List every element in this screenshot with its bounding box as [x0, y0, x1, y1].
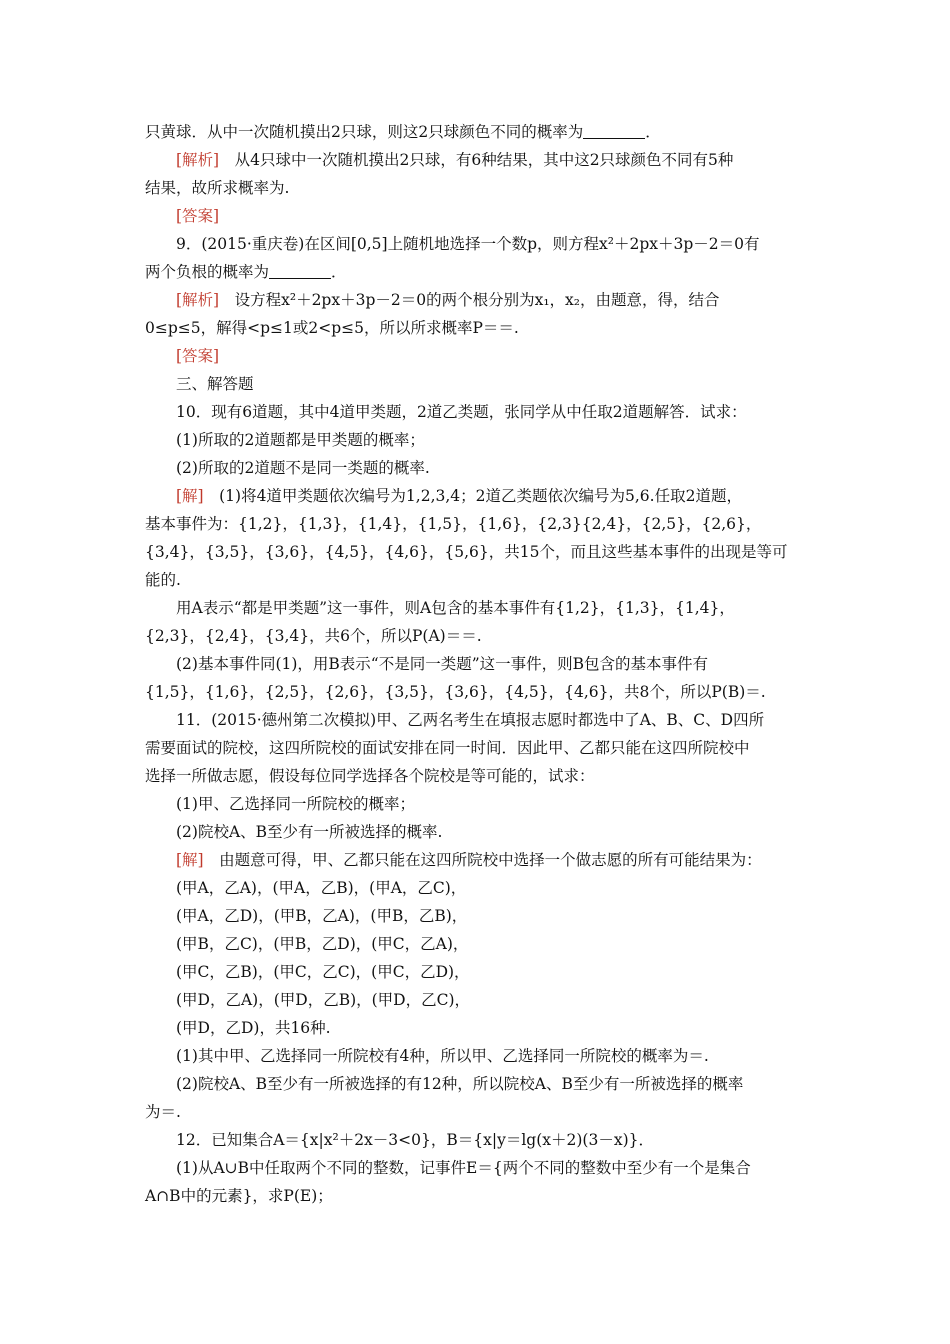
document-page	[145, 118, 813, 1210]
text-line	[145, 790, 813, 818]
text-segment: A∩B中的元素}，求P(E)；	[145, 1187, 333, 1205]
text-line	[145, 370, 813, 398]
text-line	[145, 1042, 813, 1070]
text-line	[145, 594, 813, 622]
text-line	[145, 230, 813, 258]
text-segment: (1)从A∪B中任取两个不同的整数，记事件E＝{两个不同的整数中至少有一个是集合	[176, 1159, 751, 1177]
text-segment: (甲D，乙A)，(甲D，乙B)，(甲D，乙C)，	[176, 991, 471, 1009]
text-line	[145, 566, 813, 594]
text-line	[145, 146, 813, 174]
text-line	[145, 510, 813, 538]
text-segment: 11．(2015·德州第二次模拟)甲、乙两名考生在填报志愿时都选中了A、B、C、D四所	[176, 711, 765, 729]
text-line	[145, 902, 813, 930]
text-segment: 选择一所做志愿，假设每位同学选择各个院校是等可能的，试求：	[145, 767, 595, 785]
text-segment: 为＝.	[145, 1103, 181, 1121]
text-line	[145, 174, 813, 202]
section-tag: [解析]	[176, 151, 220, 169]
text-line	[145, 118, 813, 146]
text-line	[145, 734, 813, 762]
text-line	[145, 846, 813, 874]
text-line	[145, 678, 813, 706]
text-line	[145, 202, 813, 230]
text-segment: (甲A，乙A)，(甲A，乙B)，(甲A，乙C)，	[176, 879, 467, 897]
text-segment: (1)将4道甲类题依次编号为1,2,3,4；2道乙类题依次编号为5,6.任取2道题，	[203, 487, 742, 505]
text-line	[145, 874, 813, 902]
text-line	[145, 622, 813, 650]
text-segment: 需要面试的院校，这四所院校的面试安排在同一时间．因此甲、乙都只能在这四所院校中	[145, 739, 750, 757]
text-segment: ．	[645, 123, 661, 141]
text-segment: (2)基本事件同(1)，用B表示“不是同一类题”这一事件，则B包含的基本事件有	[176, 655, 709, 673]
section-tag: [答案]	[176, 207, 220, 225]
text-line	[145, 482, 813, 510]
text-segment: 用A表示“都是甲类题”这一事件，则A包含的基本事件有{1,2}，{1,3}，{1,4}，	[176, 599, 735, 617]
text-segment: (甲C，乙B)，(甲C，乙C)，(甲C，乙D)，	[176, 963, 470, 981]
text-line	[145, 1014, 813, 1042]
text-line	[145, 986, 813, 1014]
text-line	[145, 762, 813, 790]
text-segment: 10．现有6道题，其中4道甲类题，2道乙类题，张同学从中任取2道题解答．试求：	[176, 403, 747, 421]
text-segment: 基本事件为：{1,2}，{1,3}，{1,4}，{1,5}，{1,6}，{2,3}{2,4}，{2,5}，{2,6}，	[145, 515, 762, 533]
text-segment: 0≤p≤5，解得<p≤1或2<p≤5，所以所求概率P＝＝.	[145, 319, 519, 337]
text-segment: 由题意可得，甲、乙都只能在这四所院校中选择一个做志愿的所有可能结果为：	[203, 851, 762, 869]
text-segment: (甲B，乙C)，(甲B，乙D)，(甲C，乙A)，	[176, 935, 469, 953]
section-tag: [解]	[176, 487, 204, 505]
text-segment: 只黄球．从中一次随机摸出2只球，则这2只球颜色不同的概率为	[145, 123, 584, 141]
section-tag: [解]	[176, 851, 204, 869]
text-line	[145, 1070, 813, 1098]
text-segment: {1,5}，{1,6}，{2,5}，{2,6}，{3,5}，{3,6}，{4,5}，{4,6}，共8个，所以P(B)＝.	[145, 683, 766, 701]
text-segment: ．	[331, 263, 347, 281]
text-segment: (甲A，乙D)，(甲B，乙A)，(甲B，乙B)，	[176, 907, 468, 925]
text-line	[145, 818, 813, 846]
text-line	[145, 958, 813, 986]
text-segment: 能的.	[145, 571, 181, 589]
text-line	[145, 342, 813, 370]
text-segment: 设方程x²＋2px＋3p－2＝0的两个根分别为x₁，x₂，由题意，得，结合	[219, 291, 720, 309]
text-line	[145, 426, 813, 454]
text-line	[145, 706, 813, 734]
section-tag: [解析]	[176, 291, 220, 309]
text-line	[145, 258, 813, 286]
text-segment: (2)院校A、B至少有一所被选择的概率.	[176, 823, 443, 841]
text-line	[145, 650, 813, 678]
text-line	[145, 454, 813, 482]
text-line	[145, 1182, 813, 1210]
text-segment: 结果，故所求概率为.	[145, 179, 290, 197]
text-segment: (1)甲、乙选择同一所院校的概率；	[176, 795, 415, 813]
text-segment: 12．已知集合A＝{x|x²＋2x－3<0}，B＝{x|y＝lg(x＋2)(3－x)}．	[176, 1131, 654, 1149]
text-segment: {3,4}，{3,5}，{3,6}，{4,5}，{4,6}，{5,6}，共15个，而且这些基本事件的出现是等可	[145, 543, 788, 561]
text-segment: (2)院校A、B至少有一所被选择的有12种，所以院校A、B至少有一所被选择的概率	[176, 1075, 744, 1093]
text-line	[145, 930, 813, 958]
text-segment: 两个负根的概率为	[145, 263, 270, 281]
answer-blank	[269, 260, 331, 279]
answer-blank	[583, 120, 645, 139]
text-segment: (2)所取的2道题不是同一类题的概率.	[176, 459, 430, 477]
text-segment: (甲D，乙D)，共16种.	[176, 1019, 331, 1037]
text-line	[145, 314, 813, 342]
section-tag: [答案]	[176, 347, 220, 365]
text-line	[145, 1126, 813, 1154]
text-segment: (1)所取的2道题都是甲类题的概率；	[176, 431, 425, 449]
text-segment: 三、解答题	[176, 375, 254, 393]
text-segment: {2,3}，{2,4}，{3,4}，共6个，所以P(A)＝＝.	[145, 627, 482, 645]
text-line	[145, 398, 813, 426]
text-line	[145, 286, 813, 314]
text-segment: 9．(2015·重庆卷)在区间[0,5]上随机地选择一个数p，则方程x²＋2px＋3p－2＝0有	[176, 235, 760, 253]
text-line	[145, 1098, 813, 1126]
text-line	[145, 1154, 813, 1182]
text-line	[145, 538, 813, 566]
text-segment: 从4只球中一次随机摸出2只球，有6种结果，其中这2只球颜色不同有5种	[219, 151, 734, 169]
text-segment: (1)其中甲、乙选择同一所院校有4种，所以甲、乙选择同一所院校的概率为＝.	[176, 1047, 709, 1065]
